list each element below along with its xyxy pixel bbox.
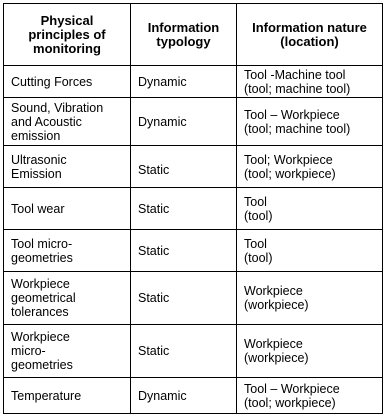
cell-principle: Cutting Forces — [4, 66, 131, 98]
cell-nature: Tool – Workpiece (tool; workpiece) — [237, 378, 383, 414]
cell-nature: Workpiece (workpiece) — [237, 272, 383, 325]
cell-principle: Workpiece micro- geometries — [4, 325, 131, 378]
cell-principle: Workpiece geometrical tolerances — [4, 272, 131, 325]
header-information-nature: Information nature (location) — [237, 4, 383, 66]
cell-typology: Dynamic — [131, 98, 237, 146]
cell-typology: Dynamic — [131, 66, 237, 98]
table-row — [4, 325, 383, 378]
header-physical-principles: Physical principles of monitoring — [4, 4, 131, 66]
monitoring-table-container — [3, 3, 382, 413]
cell-nature: Tool (tool) — [237, 188, 383, 230]
cell-principle: Sound, Vibration and Acoustic emission — [4, 98, 131, 146]
cell-nature: Workpiece (workpiece) — [237, 325, 383, 378]
cell-principle: Tool micro- geometries — [4, 230, 131, 272]
cell-nature: Tool; Workpiece (tool; workpiece) — [237, 146, 383, 188]
cell-typology: Static — [131, 230, 237, 272]
header-information-typology: Information typology — [131, 4, 237, 66]
table-row — [4, 146, 383, 188]
cell-typology: Dynamic — [131, 378, 237, 414]
table-row — [4, 272, 383, 325]
cell-principle: Tool wear — [4, 188, 131, 230]
monitoring-table — [3, 3, 383, 414]
cell-typology: Static — [131, 325, 237, 378]
cell-nature: Tool -Machine tool (tool; machine tool) — [237, 66, 383, 98]
cell-principle: Ultrasonic Emission — [4, 146, 131, 188]
table-row — [4, 378, 383, 414]
cell-typology: Static — [131, 146, 237, 188]
table-row — [4, 230, 383, 272]
cell-principle: Temperature — [4, 378, 131, 414]
cell-nature: Tool (tool) — [237, 230, 383, 272]
cell-typology: Static — [131, 272, 237, 325]
table-row — [4, 66, 383, 98]
table-header-row — [4, 4, 383, 66]
cell-nature: Tool – Workpiece (tool; machine tool) — [237, 98, 383, 146]
cell-typology: Static — [131, 188, 237, 230]
table-row — [4, 188, 383, 230]
table-row — [4, 98, 383, 146]
